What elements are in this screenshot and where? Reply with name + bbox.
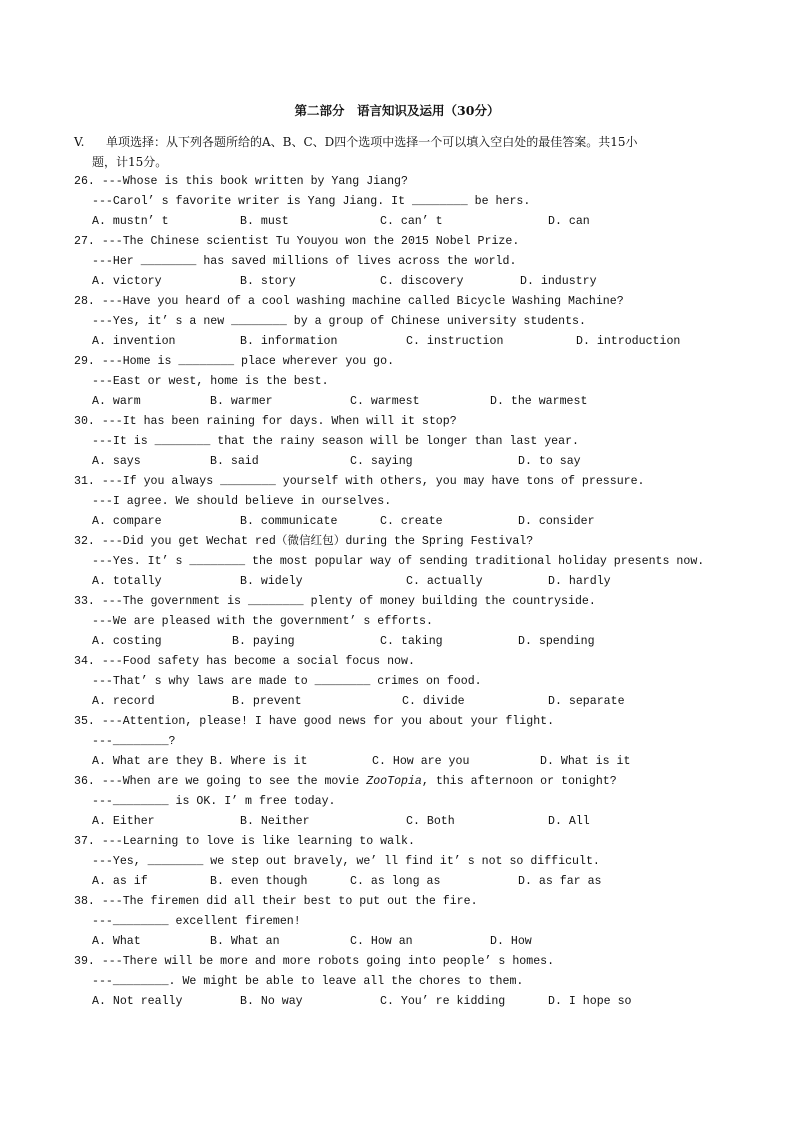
option-d: D. the warmest	[490, 395, 588, 408]
question-number: 29.	[74, 355, 95, 368]
question-prompt: ---Home is ________ place wherever you go.	[101, 355, 395, 368]
option-c: C. create	[380, 515, 443, 528]
option-c: C. actually	[406, 575, 483, 588]
option-a: A. invention	[92, 335, 176, 348]
option-b: B. What an	[210, 935, 280, 948]
option-b: B. said	[210, 455, 259, 468]
option-a: A. victory	[92, 275, 162, 288]
option-d: D. as far as	[518, 875, 602, 888]
option-b: B. prevent	[232, 695, 302, 708]
option-a: A. warm	[92, 395, 141, 408]
question-response: ---We are pleased with the government’ s efforts.	[92, 615, 433, 628]
option-d: D. I hope so	[548, 995, 632, 1008]
option-d: D. to say	[518, 455, 581, 468]
question-number: 27.	[74, 235, 95, 248]
question-line	[74, 712, 554, 732]
option-d: D. What is it	[540, 755, 631, 768]
question-response: ---________ is OK. I’ m free today.	[92, 795, 336, 808]
option-b: B. information	[240, 335, 338, 348]
option-b: B. No way	[240, 995, 303, 1008]
question-line	[74, 412, 457, 432]
question-number: 39.	[74, 955, 95, 968]
question-number: 37.	[74, 835, 95, 848]
question-prompt: ---Did you get Wechat red（微信红包）during the Spring Festival?	[101, 535, 534, 548]
question-line	[74, 292, 624, 312]
question-line	[74, 472, 645, 492]
question-line	[74, 172, 408, 192]
option-c: C. How are you	[372, 755, 470, 768]
option-c: C. taking	[380, 635, 443, 648]
option-c: C. How an	[350, 935, 413, 948]
option-a: A. costing	[92, 635, 162, 648]
question-number: 36.	[74, 775, 95, 788]
question-response: ---Her ________ has saved millions of lives across the world.	[92, 255, 517, 268]
question-response: ---East or west, home is the best.	[92, 375, 329, 388]
question-line	[74, 652, 415, 672]
option-d: D. consider	[518, 515, 595, 528]
question-number: 35.	[74, 715, 95, 728]
movie-title: ZooTopia	[366, 775, 422, 788]
question-response: ---________. We might be able to leave all the chores to them.	[92, 975, 524, 988]
option-a: A. Either	[92, 815, 155, 828]
option-a: A. Not really	[92, 995, 183, 1008]
question-prompt: ---Attention, please! I have good news for you about your flight.	[101, 715, 555, 728]
option-a: A. mustn’ t	[92, 215, 169, 228]
question-number: 30.	[74, 415, 95, 428]
question-prompt: ---If you always ________ yourself with others, you may have tons of pressure.	[101, 475, 645, 488]
question-number: 33.	[74, 595, 95, 608]
instructions	[74, 132, 724, 172]
question-response: ---________?	[92, 735, 176, 748]
option-a: A. as if	[92, 875, 148, 888]
question-number: 31.	[74, 475, 95, 488]
option-d: D. How	[490, 935, 532, 948]
question-prompt: ---Food safety has become a social focus now.	[101, 655, 415, 668]
instructions-line-1	[74, 132, 724, 152]
question-response: ---Yes, ________ we step out bravely, we’ ll find it’ s not so difficult.	[92, 855, 600, 868]
option-b: B. Neither	[240, 815, 310, 828]
option-c: C. You’ re kidding	[380, 995, 506, 1008]
option-a: A. What are they	[92, 755, 204, 768]
option-c: C. instruction	[406, 335, 504, 348]
question-response: ---That’ s why laws are made to ________ crimes on food.	[92, 675, 482, 688]
question-prompt: ---It has been raining for days. When will it stop?	[101, 415, 457, 428]
option-a: A. What	[92, 935, 141, 948]
question-line	[74, 592, 596, 612]
question-response: ---Yes, it’ s a new ________ by a group of Chinese university students.	[92, 315, 586, 328]
question-prompt: ---There will be more and more robots going into people’ s homes.	[101, 955, 555, 968]
option-d: D. industry	[520, 275, 597, 288]
question-number: 26.	[74, 175, 95, 188]
question-line	[74, 532, 533, 552]
question-prompt: ---The firemen did all their best to put out the fire.	[101, 895, 478, 908]
instructions-text: 单项选择：从下列各题所给的A、B、C、D四个选项中选择一个可以填入空白处的最佳答案。共15小	[106, 135, 638, 149]
option-a: A. record	[92, 695, 155, 708]
option-d: D. spending	[518, 635, 595, 648]
question-line	[74, 952, 554, 972]
option-a: A. compare	[92, 515, 162, 528]
question-number: 28.	[74, 295, 95, 308]
question-line	[74, 352, 394, 372]
option-b: B. warmer	[210, 395, 273, 408]
question-number: 32.	[74, 535, 95, 548]
option-d: D. can	[548, 215, 590, 228]
option-c: C. saying	[350, 455, 413, 468]
question-number: 34.	[74, 655, 95, 668]
instructions-line-2: 题，计15分。	[92, 155, 168, 169]
question-line	[74, 772, 617, 792]
question-response: ---________ excellent firemen!	[92, 915, 301, 928]
question-prompt: ---The Chinese scientist Tu Youyou won the 2015 Nobel Prize.	[101, 235, 520, 248]
option-c: C. divide	[402, 695, 465, 708]
section-mark: V.	[74, 135, 85, 149]
question-line	[74, 232, 519, 252]
option-b: B. widely	[240, 575, 303, 588]
option-b: B. even though	[210, 875, 308, 888]
option-c: C. as long as	[350, 875, 441, 888]
option-c: C. discovery	[380, 275, 464, 288]
question-line	[74, 892, 478, 912]
question-prompt: ---The government is ________ plenty of money building the countryside.	[101, 595, 596, 608]
section-title: 第二部分 语言知识及运用（30分）	[294, 103, 500, 118]
question-line	[74, 832, 415, 852]
option-c: C. warmest	[350, 395, 420, 408]
option-d: D. hardly	[548, 575, 611, 588]
option-a: A. says	[92, 455, 141, 468]
question-prompt: ---When are we going to see the movie ZooTopia, this afternoon or tonight?	[101, 775, 617, 788]
question-response: ---Yes. It’ s ________ the most popular way of sending traditional holiday presents now.	[92, 555, 705, 568]
question-prompt: ---Have you heard of a cool washing machine called Bicycle Washing Machine?	[101, 295, 624, 308]
option-d: D. introduction	[576, 335, 681, 348]
question-prompt: ---Whose is this book written by Yang Jiang?	[101, 175, 408, 188]
option-d: D. All	[548, 815, 590, 828]
option-b: B. Where is it	[210, 755, 308, 768]
question-number: 38.	[74, 895, 95, 908]
option-c: C. Both	[406, 815, 455, 828]
question-response: ---I agree. We should believe in ourselves.	[92, 495, 392, 508]
option-c: C. can’ t	[380, 215, 443, 228]
question-response: ---It is ________ that the rainy season will be longer than last year.	[92, 435, 580, 448]
option-b: B. story	[240, 275, 296, 288]
option-b: B. must	[240, 215, 289, 228]
question-response: ---Carol’ s favorite writer is Yang Jiang. It ________ be hers.	[92, 195, 531, 208]
option-b: B. paying	[232, 635, 295, 648]
question-prompt: ---Learning to love is like learning to walk.	[101, 835, 415, 848]
option-a: A. totally	[92, 575, 162, 588]
option-b: B. communicate	[240, 515, 338, 528]
option-d: D. separate	[548, 695, 625, 708]
